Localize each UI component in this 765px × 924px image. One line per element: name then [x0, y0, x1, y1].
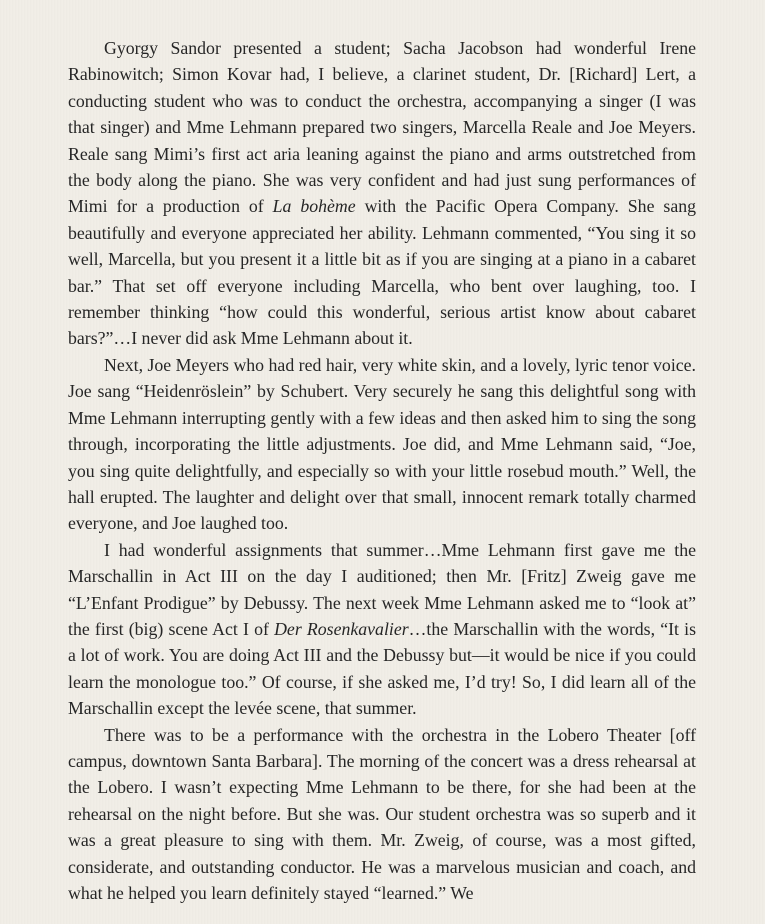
italic-title: La bohème: [272, 196, 356, 217]
text-segment: …the Marschallin with the words, “It is a lot of work. You are doing Act III and the Debussy but—it would be nice if you could learn the monologue too.” Of course, if she asked me, I’d try! So, I did learn all of the Marschallin except the levée scene, that summer.: [68, 618, 696, 719]
paragraph-2: [68, 352, 696, 537]
page-body: [68, 35, 696, 906]
text-segment: There was to be a performance with the orchestra in the Lobero Theater [off campus, downtown Santa Barbara]. The morning of the concert was a dress rehearsal at the Lobero. I wasn’t expecting Mme Lehmann to be there, for she had been at the rehearsal on the night before. But she was. Our student orchestra was so superb and it was a great pleasure to sing with them. Mr. Zweig, of course, was a most gifted, considerate, and outstanding conductor. He was a marvelous musician and coach, and what he helped you learn definitely stayed “learned.” We: [68, 724, 696, 903]
text-segment: Gyorgy Sandor presented a student; Sacha Jacobson had wonderful Irene Rabinowitch; Simon Kovar had, I believe, a clarinet student, Dr. [Richard] Lert, a conducting student who was to conduct the orchestra, accompanying a singer (I was that singer) and Mme Lehmann prepared two singers, Marcella Reale and Joe Meyers. Reale sang Mimi’s first act aria leaning against the piano and arms outstretched from the body along the piano. She was very confident and had just sung performances of Mimi for a production of: [68, 38, 696, 217]
paragraph-1: [68, 35, 696, 352]
paragraph-4: [68, 722, 696, 907]
italic-title: Der Rosenkavalier: [274, 618, 409, 639]
text-segment: Next, Joe Meyers who had red hair, very white skin, and a lovely, lyric tenor voice. Joe sang “Heidenröslein” by Schubert. Very securely he sang this delightful song with Mme Lehmann interrupting gently with a few ideas and then asked him to sing the song through, incorporating the little adjustments. Joe did, and Mme Lehmann said, “Joe, you sing quite delightfully, and especially so with your little rosebud mouth.” Well, the hall erupted. The laughter and delight over that small, innocent remark totally charmed everyone, and Joe laughed too.: [68, 354, 696, 534]
text-segment: I had wonderful assignments that summer…Mme Lehmann first gave me the Marschallin in Act III on the day I auditioned; then Mr. [Fritz] Zweig gave me “L’Enfant Prodigue” by Debussy. The next week Mme Lehmann asked me to “look at” the first (big) scene Act I of: [68, 539, 696, 639]
paragraph-3: [68, 537, 696, 722]
text-segment: with the Pacific Opera Company. She sang beautifully and everyone appreciated her ability. Lehmann commented, “You sing it so well, Marcella, but you present it a little bit as if you are singing at a piano in a cabaret bar.” That set off everyone including Marcella, who bent over laughing, too. I remember thinking “how could this wonderful, serious artist know about cabaret bars?”…I never did ask Mme Lehmann about it.: [68, 196, 696, 349]
